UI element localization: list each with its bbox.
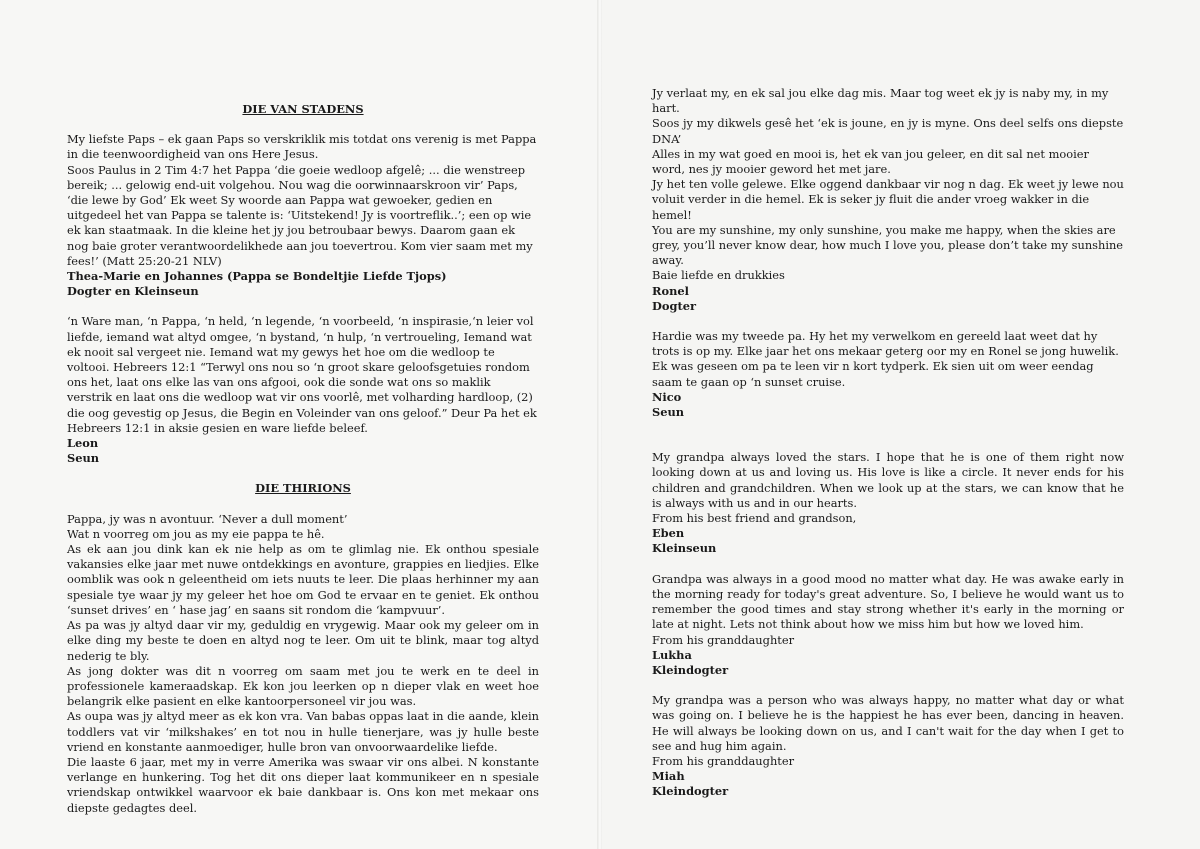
paragraph: As oupa was jy altyd meer as ek kon vra. Van babas oppas laat in die aande, klein toddlers vat vir ‘milkshakes’ en tot nou in hulle tienerjare, was jy hulle beste vriend en konstante aanmoediger, hulle bron van onvoorwaardelike liefde. <box>67 709 539 754</box>
line: From his granddaughter <box>652 753 795 768</box>
signature-relation: Dogter en Kleinseun <box>67 284 199 299</box>
paragraph: Die laaste 6 jaar, met my in verre Amerika was swaar vir ons albei. N konstante verlange en hunkering. Tog het dit ons dieper laat kommunikeer en n spesiale vriendskap ontwikkel waarvoor ek baie dankbaar is. Ons kon met mekaar ons diepste gedagtes deel. <box>67 754 539 815</box>
paragraph: As jong dokter was dit n voorreg om saam met jou te werk en te deel in professionele kameraadskap. Ek kon jou leerken op n dieper vlak en weet hoe belangrik elke pasient en elke kantoorpersoneel vir jou was. <box>67 663 539 709</box>
line: Pappa, jy was n avontuur. ‘Never a dull moment’ <box>67 511 348 526</box>
signature-relation: Dogter <box>652 298 696 313</box>
paragraph: You are my sunshine, my only sunshine, you make me happy, when the skies are grey, you’ll never know dear, how much I love you, please don’t take my sunshine away. <box>652 222 1124 268</box>
signature-relation: Seun <box>652 405 685 420</box>
line: Baie liefde en drukkies <box>652 268 785 283</box>
paragraph: ‘n Ware man, ‘n Pappa, ‘n held, ‘n legende, ‘n voorbeeld, ‘n inspirasie,‘n leier vol liefde, iemand wat altyd omgee, ‘n bystand, ‘n hulp, ‘n vertroueling, Iemand wat ek nooit sal vergeet nie. Iemand wat my gewys het hoe om die wedloop te voltooi. Hebreers 12:1 “Terwyl ons nou so ‘n groot skare geloofsgetuies rondom ons het, laat ons elke las van ons afgooi, ook die sonde wat ons so maklik verstrik en laat ons die wedloop wat vir ons voorlê, met volharding hardloop, (2) die oog gevestig op Jesus, die Begin en Voleinder van ons geloof.” Deur Pa het ek Hebreers 12:1 in aksie gesien en ware liefde beleef. <box>67 314 537 435</box>
line: Jy verlaat my, en ek sal jou elke dag mis. Maar tog weet ek jy is naby my, in my hart. <box>652 86 1109 116</box>
signature-relation: Kleinseun <box>652 541 717 556</box>
signature: Ronel <box>652 283 689 298</box>
paragraph: As ek aan jou dink kan ek nie help as om te glimlag nie. Ek onthou spesiale vakansies elke jaar met nuwe ontdekkings en avonture, grappies en liedjies. Elke oomblik was ook n geleentheid om iets nuuts te leer. Die plaas herhinner my aan spesiale tye waar jy my geleer het hoe om God te ervaar en te geniet. Ek onthou ‘sunset drives’ en ‘ hase jag’ en saans sit rondom die ‘kampvuur’. <box>67 542 539 617</box>
heading-thirions: DIE THIRIONS <box>255 481 351 496</box>
paragraph: As pa was jy altyd daar vir my, geduldig en vrygewig. Maar ook my geleer om in elke ding my beste te doen en altyd nog te leer. Om uit te blink, maar tog altyd nederig te bly. <box>67 618 539 663</box>
paragraph: Jy het ten volle gelewe. Elke oggend dankbaar vir nog n dag. Ek weet jy lewe nou voluit verder in die hemel. Ek is seker jy fluit die ander vroeg wakker in die hemel! <box>652 177 1124 222</box>
line: From his granddaughter <box>652 632 795 647</box>
paragraph: My grandpa always loved the stars. I hope that he is one of them right now looking down at us and loving us. His love is like a circle. It never ends for his children and grandchildren. When we look up at the stars, we can know that he is always with us and in our hearts. <box>652 450 1124 510</box>
left-page <box>0 0 598 849</box>
line: Wat n voorreg om jou as my eie pappa te hê. <box>67 526 325 541</box>
signature: Thea-Marie en Johannes (Pappa se Bondeltjie Liefde Tjops) <box>67 269 447 284</box>
right-column <box>652 86 1124 800</box>
signature: Leon <box>67 436 99 451</box>
paragraph: Hardie was my tweede pa. Hy het my verwelkom en gereeld laat weet dat hy trots is op my. Elke jaar het ons mekaar geterg oor my en Ronel se jong huwelik. Ek was geseen om pa te leen vir n kort tydperk. Ek sien uit om weer eendag saam te gaan op ‘n sunset cruise. <box>652 329 1119 389</box>
signature: Nico <box>652 389 682 404</box>
signature: Eben <box>652 526 685 541</box>
line: From his best friend and grandson, <box>652 511 857 526</box>
line: Soos jy my dikwels gesê het ‘ek is joune, en jy is myne. Ons deel selfs ons diepste DNA’ <box>652 116 1124 146</box>
signature: Miah <box>652 769 685 784</box>
signature-relation: Kleindogter <box>652 784 729 799</box>
heading-van-stadens: DIE VAN STADENS <box>242 102 364 116</box>
paragraph: Grandpa was always in a good mood no matter what day. He was awake early in the morning ready for today's great adventure. So, I believe he would want us to remember the good times and stay strong whether it's early in the morning or late at night. Lets not think about how we miss him but how we loved him. <box>652 571 1124 632</box>
signature-relation: Kleindogter <box>652 662 729 677</box>
paragraph: Alles in my wat goed en mooi is, het ek van jou geleer, en dit sal net mooier word, nes jy mooier geword het met jare. <box>652 146 1089 177</box>
signature: Lukha <box>652 647 692 662</box>
signature-relation: Seun <box>67 451 100 466</box>
paragraph: My grandpa was a person who was always happy, no matter what day or what was going on. I believe he is the happiest he has ever been, dancing in heaven. He will always be looking down on us, and I can't wait for the day when I get to see and hug him again. <box>652 693 1124 753</box>
paragraph: Soos Paulus in 2 Tim 4:7 het Pappa ‘die goeie wedloop afgelê; ... die wenstreep bereik; ... gelowig end-uit volgehou. Nou wag die oorwinnaarskroon vir’ Paps, ‘die lewe by God’ Ek weet Sy woorde aan Pappa wat gewoeker, gedien en uitgedeel het van Pappa se talente is: ‘Uitstekend! Jy is voortreflik..’; een op wie ek kan staatmaak. In die kleine het jy jou betroubaar bewys. Daarom gaan ek nog baie groter verantwoordelikhede aan jou toevertrou. Kom vier saam met my fees!’ (Matt 25:20-21 NLV) <box>67 162 533 268</box>
right-page <box>602 0 1200 849</box>
paragraph: My liefste Paps – ek gaan Paps so verskriklik mis totdat ons verenig is met Pappa in die teenwoordigheid van ons Here Jesus. <box>67 132 537 162</box>
left-column <box>67 102 539 816</box>
